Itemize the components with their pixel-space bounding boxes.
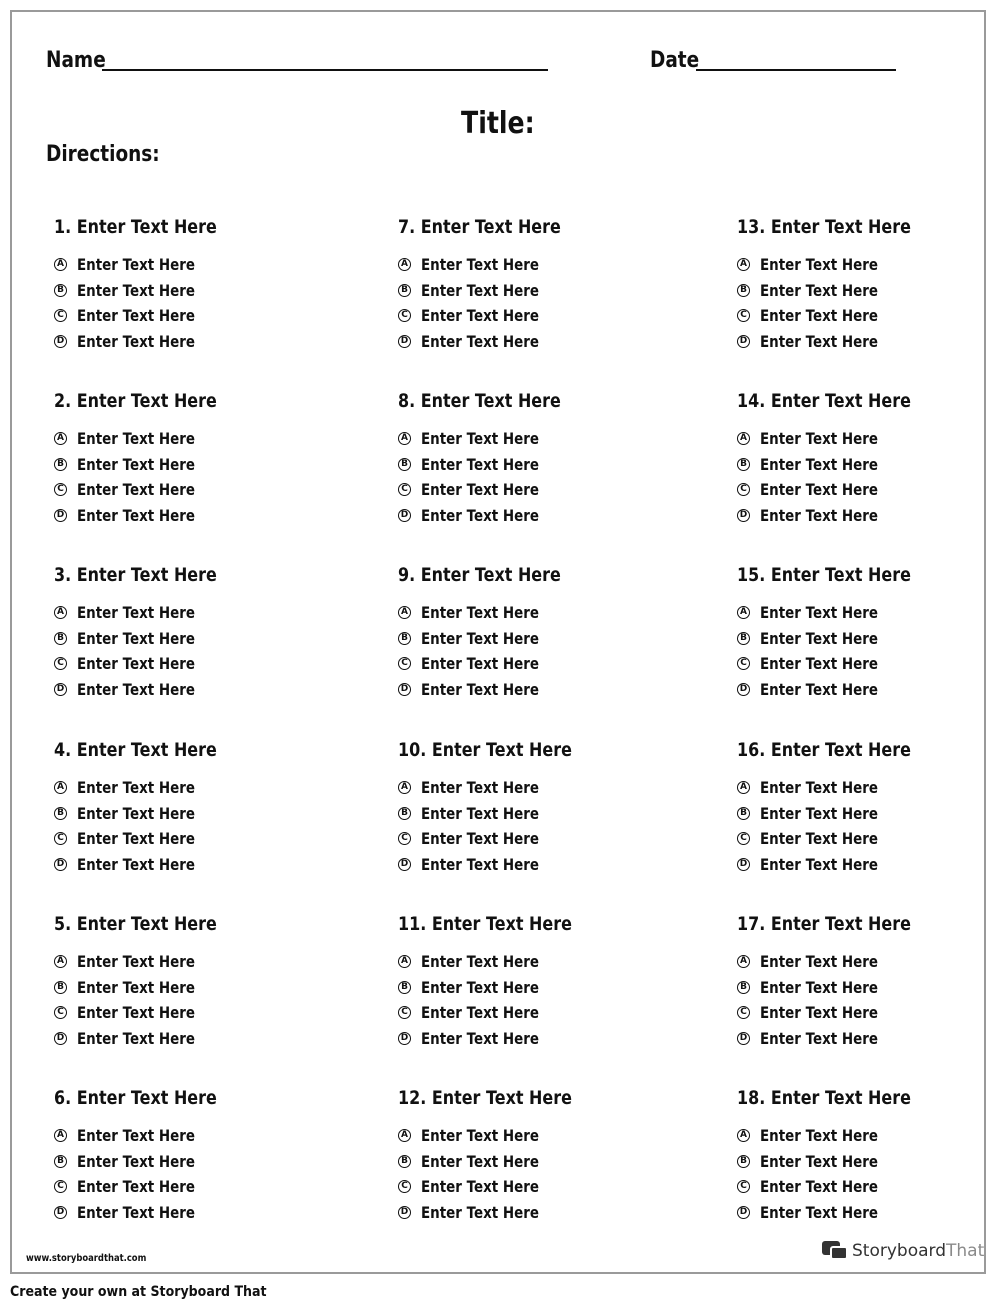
answer-option-text: Enter Text Here xyxy=(760,280,878,300)
answer-options xyxy=(54,600,354,702)
answer-option-text: Enter Text Here xyxy=(77,1003,195,1023)
answer-option-text: Enter Text Here xyxy=(760,829,878,849)
answer-bubble-icon[interactable]: A xyxy=(54,432,67,445)
answer-option-text: Enter Text Here xyxy=(421,628,539,648)
question-text[interactable]: 10. Enter Text Here xyxy=(398,739,572,761)
answer-option-text: Enter Text Here xyxy=(77,628,195,648)
answer-option[interactable] xyxy=(54,1174,354,1200)
answer-options xyxy=(398,600,698,702)
answer-bubble-icon[interactable]: D xyxy=(737,858,750,871)
answer-bubble-icon[interactable]: D xyxy=(54,335,67,348)
answer-option[interactable] xyxy=(54,426,354,452)
answer-bubble-icon[interactable]: B xyxy=(54,632,67,645)
date-label: Date xyxy=(650,48,700,73)
answer-option[interactable] xyxy=(737,677,1000,703)
answer-bubble-icon[interactable]: C xyxy=(398,832,411,845)
answer-bubble-icon[interactable]: B xyxy=(398,981,411,994)
answer-option-text: Enter Text Here xyxy=(77,803,195,823)
answer-option-text: Enter Text Here xyxy=(421,454,539,474)
answer-bubble-icon[interactable]: B xyxy=(737,284,750,297)
answer-option[interactable] xyxy=(54,278,354,304)
answer-bubble-icon[interactable]: D xyxy=(398,1032,411,1045)
question-text[interactable]: 6. Enter Text Here xyxy=(54,1087,217,1109)
answer-bubble-icon[interactable]: A xyxy=(737,1129,750,1142)
question-text[interactable]: 12. Enter Text Here xyxy=(398,1087,572,1109)
answer-bubble-icon[interactable]: C xyxy=(398,309,411,322)
answer-option-text: Enter Text Here xyxy=(760,429,878,449)
question-block xyxy=(737,737,1000,877)
answer-options xyxy=(737,252,1000,354)
answer-bubble-icon[interactable]: D xyxy=(54,858,67,871)
answer-bubble-icon[interactable]: A xyxy=(737,432,750,445)
question-block xyxy=(398,737,698,877)
answer-bubble-icon[interactable]: A xyxy=(737,606,750,619)
answer-option-text: Enter Text Here xyxy=(77,1151,195,1171)
question-block xyxy=(398,562,698,702)
answer-bubble-icon[interactable]: C xyxy=(54,483,67,496)
answer-option[interactable] xyxy=(54,503,354,529)
answer-option[interactable] xyxy=(737,775,1000,801)
answer-bubble-icon[interactable]: B xyxy=(54,981,67,994)
storyboardthat-logo xyxy=(822,1241,984,1261)
answer-option-text: Enter Text Here xyxy=(421,306,539,326)
answer-option-text: Enter Text Here xyxy=(421,952,539,972)
answer-option[interactable] xyxy=(54,801,354,827)
answer-bubble-icon[interactable]: D xyxy=(398,509,411,522)
question-text[interactable]: 14. Enter Text Here xyxy=(737,390,911,412)
answer-option-text: Enter Text Here xyxy=(421,778,539,798)
answer-option[interactable] xyxy=(737,626,1000,652)
answer-bubble-icon[interactable]: B xyxy=(737,1155,750,1168)
answer-option-text: Enter Text Here xyxy=(77,429,195,449)
answer-option[interactable] xyxy=(54,1000,354,1026)
answer-option[interactable] xyxy=(737,651,1000,677)
question-text[interactable]: 8. Enter Text Here xyxy=(398,390,561,412)
answer-option[interactable] xyxy=(398,651,698,677)
question-text[interactable]: 2. Enter Text Here xyxy=(54,390,217,412)
answer-option-text: Enter Text Here xyxy=(421,679,539,699)
answer-option-text: Enter Text Here xyxy=(760,803,878,823)
answer-option-text: Enter Text Here xyxy=(77,306,195,326)
answer-option-text: Enter Text Here xyxy=(421,280,539,300)
question-text[interactable]: 3. Enter Text Here xyxy=(54,564,217,586)
answer-option-text: Enter Text Here xyxy=(760,628,878,648)
answer-bubble-icon[interactable]: C xyxy=(398,1180,411,1193)
answer-option-text: Enter Text Here xyxy=(760,331,878,351)
answer-option[interactable] xyxy=(737,852,1000,878)
answer-option[interactable] xyxy=(398,626,698,652)
question-grid xyxy=(12,12,988,1276)
answer-option[interactable] xyxy=(398,503,698,529)
worksheet-page xyxy=(10,10,986,1274)
answer-bubble-icon[interactable]: D xyxy=(737,509,750,522)
answer-option-text: Enter Text Here xyxy=(421,1177,539,1197)
answer-bubble-icon[interactable]: A xyxy=(54,955,67,968)
answer-bubble-icon[interactable]: D xyxy=(54,1032,67,1045)
answer-option[interactable] xyxy=(737,426,1000,452)
answer-options xyxy=(737,775,1000,877)
answer-option-text: Enter Text Here xyxy=(760,603,878,623)
answer-option-text: Enter Text Here xyxy=(421,829,539,849)
answer-option-text: Enter Text Here xyxy=(760,480,878,500)
answer-option-text: Enter Text Here xyxy=(760,654,878,674)
answer-option[interactable] xyxy=(54,949,354,975)
answer-options xyxy=(737,600,1000,702)
answer-option-text: Enter Text Here xyxy=(760,778,878,798)
answer-option-text: Enter Text Here xyxy=(421,255,539,275)
answer-bubble-icon[interactable]: B xyxy=(398,1155,411,1168)
answer-option[interactable] xyxy=(737,975,1000,1001)
answer-bubble-icon[interactable]: C xyxy=(737,1180,750,1193)
answer-option[interactable] xyxy=(54,303,354,329)
answer-option[interactable] xyxy=(398,1000,698,1026)
answer-option-text: Enter Text Here xyxy=(77,331,195,351)
answer-options xyxy=(54,775,354,877)
question-text[interactable]: 4. Enter Text Here xyxy=(54,739,217,761)
answer-option[interactable] xyxy=(54,329,354,355)
answer-option-text: Enter Text Here xyxy=(77,454,195,474)
answer-option[interactable] xyxy=(398,1026,698,1052)
answer-option[interactable] xyxy=(398,775,698,801)
answer-option[interactable] xyxy=(54,826,354,852)
answer-bubble-icon[interactable]: D xyxy=(398,335,411,348)
answer-options xyxy=(737,426,1000,528)
answer-option[interactable] xyxy=(398,303,698,329)
answer-bubble-icon[interactable]: C xyxy=(54,1006,67,1019)
answer-option-text: Enter Text Here xyxy=(421,854,539,874)
answer-option[interactable] xyxy=(398,801,698,827)
question-block xyxy=(54,388,354,528)
answer-option-text: Enter Text Here xyxy=(421,1151,539,1171)
answer-bubble-icon[interactable]: B xyxy=(737,458,750,471)
answer-bubble-icon[interactable]: A xyxy=(737,258,750,271)
question-block xyxy=(54,737,354,877)
question-block xyxy=(737,214,1000,354)
website-url: www.storyboardthat.com xyxy=(26,1253,147,1264)
answer-bubble-icon[interactable]: A xyxy=(398,955,411,968)
answer-option-text: Enter Text Here xyxy=(421,429,539,449)
answer-option-text: Enter Text Here xyxy=(760,454,878,474)
answer-option[interactable] xyxy=(398,1174,698,1200)
answer-bubble-icon[interactable]: C xyxy=(737,309,750,322)
answer-option[interactable] xyxy=(737,1200,1000,1226)
question-block xyxy=(398,911,698,1051)
answer-option-text: Enter Text Here xyxy=(760,255,878,275)
answer-bubble-icon[interactable]: A xyxy=(398,258,411,271)
answer-option[interactable] xyxy=(737,1000,1000,1026)
answer-option-text: Enter Text Here xyxy=(77,603,195,623)
answer-option-text: Enter Text Here xyxy=(421,1202,539,1222)
answer-option-text: Enter Text Here xyxy=(760,1151,878,1171)
answer-option[interactable] xyxy=(737,801,1000,827)
answer-bubble-icon[interactable]: C xyxy=(54,832,67,845)
answer-option[interactable] xyxy=(54,1149,354,1175)
create-your-own-link[interactable]: Create your own at Storyboard That xyxy=(10,1284,267,1300)
answer-bubble-icon[interactable]: B xyxy=(54,807,67,820)
answer-option-text: Enter Text Here xyxy=(760,1177,878,1197)
name-label: Name xyxy=(46,48,106,73)
answer-bubble-icon[interactable]: A xyxy=(54,1129,67,1142)
answer-bubble-icon[interactable]: A xyxy=(398,432,411,445)
answer-option[interactable] xyxy=(54,975,354,1001)
question-block xyxy=(54,214,354,354)
answer-option-text: Enter Text Here xyxy=(77,854,195,874)
answer-option-text: Enter Text Here xyxy=(77,505,195,525)
answer-options xyxy=(737,1123,1000,1225)
question-text[interactable]: 9. Enter Text Here xyxy=(398,564,561,586)
answer-option-text: Enter Text Here xyxy=(760,854,878,874)
answer-bubble-icon[interactable]: D xyxy=(737,1206,750,1219)
answer-bubble-icon[interactable]: D xyxy=(398,1206,411,1219)
answer-option[interactable] xyxy=(54,677,354,703)
answer-option-text: Enter Text Here xyxy=(77,1202,195,1222)
answer-option[interactable] xyxy=(737,600,1000,626)
answer-option[interactable] xyxy=(737,1174,1000,1200)
question-block xyxy=(54,911,354,1051)
answer-option[interactable] xyxy=(398,329,698,355)
answer-bubble-icon[interactable]: B xyxy=(398,632,411,645)
answer-bubble-icon[interactable]: B xyxy=(737,807,750,820)
answer-bubble-icon[interactable]: A xyxy=(54,258,67,271)
question-text[interactable]: 18. Enter Text Here xyxy=(737,1087,911,1109)
answer-option-text: Enter Text Here xyxy=(77,480,195,500)
answer-options xyxy=(398,949,698,1051)
answer-option[interactable] xyxy=(737,949,1000,975)
answer-option[interactable] xyxy=(737,303,1000,329)
question-text[interactable]: 15. Enter Text Here xyxy=(737,564,911,586)
answer-option-text: Enter Text Here xyxy=(77,952,195,972)
answer-option[interactable] xyxy=(54,600,354,626)
answer-option-text: Enter Text Here xyxy=(77,654,195,674)
answer-option[interactable] xyxy=(398,1123,698,1149)
answer-option[interactable] xyxy=(398,826,698,852)
answer-option[interactable] xyxy=(398,600,698,626)
answer-bubble-icon[interactable]: B xyxy=(737,632,750,645)
question-text[interactable]: 1. Enter Text Here xyxy=(54,216,217,238)
answer-option[interactable] xyxy=(398,477,698,503)
answer-option-text: Enter Text Here xyxy=(421,654,539,674)
answer-bubble-icon[interactable]: A xyxy=(398,1129,411,1142)
answer-bubble-icon[interactable]: D xyxy=(54,683,67,696)
answer-bubble-icon[interactable]: C xyxy=(737,483,750,496)
answer-option[interactable] xyxy=(54,626,354,652)
answer-bubble-icon[interactable]: D xyxy=(737,335,750,348)
answer-options xyxy=(398,426,698,528)
answer-option[interactable] xyxy=(398,677,698,703)
question-text[interactable]: 16. Enter Text Here xyxy=(737,739,911,761)
answer-options xyxy=(54,1123,354,1225)
answer-option[interactable] xyxy=(54,775,354,801)
answer-bubble-icon[interactable]: C xyxy=(737,1006,750,1019)
answer-option[interactable] xyxy=(398,949,698,975)
answer-options xyxy=(737,949,1000,1051)
answer-option-text: Enter Text Here xyxy=(421,603,539,623)
logo-text: StoryboardThat xyxy=(852,1241,985,1261)
answer-option[interactable] xyxy=(54,1026,354,1052)
answer-bubble-icon[interactable]: C xyxy=(398,657,411,670)
answer-option-text: Enter Text Here xyxy=(77,829,195,849)
answer-option-text: Enter Text Here xyxy=(760,1003,878,1023)
answer-bubble-icon[interactable]: B xyxy=(54,458,67,471)
question-block xyxy=(737,562,1000,702)
answer-option-text: Enter Text Here xyxy=(760,679,878,699)
answer-options xyxy=(398,775,698,877)
answer-option[interactable] xyxy=(398,278,698,304)
answer-option[interactable] xyxy=(737,1123,1000,1149)
answer-option-text: Enter Text Here xyxy=(760,505,878,525)
answer-option-text: Enter Text Here xyxy=(421,505,539,525)
answer-bubble-icon[interactable]: C xyxy=(737,657,750,670)
answer-option[interactable] xyxy=(737,278,1000,304)
answer-bubble-icon[interactable]: B xyxy=(737,981,750,994)
answer-option-text: Enter Text Here xyxy=(760,306,878,326)
answer-option[interactable] xyxy=(54,252,354,278)
answer-options xyxy=(54,252,354,354)
answer-option-text: Enter Text Here xyxy=(77,1028,195,1048)
answer-option[interactable] xyxy=(54,452,354,478)
answer-option[interactable] xyxy=(398,252,698,278)
answer-option[interactable] xyxy=(54,1200,354,1226)
answer-option[interactable] xyxy=(737,329,1000,355)
answer-options xyxy=(398,252,698,354)
question-block xyxy=(398,214,698,354)
answer-options xyxy=(54,949,354,1051)
answer-bubble-icon[interactable]: C xyxy=(398,1006,411,1019)
answer-option-text: Enter Text Here xyxy=(421,480,539,500)
answer-option[interactable] xyxy=(54,477,354,503)
answer-option[interactable] xyxy=(398,975,698,1001)
answer-bubble-icon[interactable]: D xyxy=(54,1206,67,1219)
answer-option[interactable] xyxy=(398,1200,698,1226)
question-block xyxy=(737,1085,1000,1225)
answer-bubble-icon[interactable]: C xyxy=(54,657,67,670)
answer-option-text: Enter Text Here xyxy=(421,977,539,997)
answer-bubble-icon[interactable]: B xyxy=(398,458,411,471)
question-block xyxy=(398,388,698,528)
answer-bubble-icon[interactable]: A xyxy=(398,781,411,794)
answer-option-text: Enter Text Here xyxy=(77,1177,195,1197)
answer-bubble-icon[interactable]: D xyxy=(54,509,67,522)
answer-option-text: Enter Text Here xyxy=(760,1028,878,1048)
question-text[interactable]: 5. Enter Text Here xyxy=(54,913,217,935)
title-label: Title: xyxy=(461,106,535,141)
answer-option-text: Enter Text Here xyxy=(77,679,195,699)
answer-bubble-icon[interactable]: A xyxy=(54,606,67,619)
answer-bubble-icon[interactable]: C xyxy=(398,483,411,496)
answer-option[interactable] xyxy=(737,252,1000,278)
answer-option-text: Enter Text Here xyxy=(760,1202,878,1222)
answer-bubble-icon[interactable]: B xyxy=(54,1155,67,1168)
question-text[interactable]: 7. Enter Text Here xyxy=(398,216,561,238)
question-block xyxy=(398,1085,698,1225)
answer-bubble-icon[interactable]: C xyxy=(737,832,750,845)
answer-bubble-icon[interactable]: C xyxy=(54,309,67,322)
answer-option-text: Enter Text Here xyxy=(77,977,195,997)
answer-option-text: Enter Text Here xyxy=(77,1126,195,1146)
answer-option[interactable] xyxy=(737,452,1000,478)
answer-option[interactable] xyxy=(398,852,698,878)
answer-options xyxy=(398,1123,698,1225)
answer-option-text: Enter Text Here xyxy=(77,280,195,300)
answer-option[interactable] xyxy=(398,1149,698,1175)
question-block xyxy=(54,1085,354,1225)
answer-bubble-icon[interactable]: A xyxy=(398,606,411,619)
answer-bubble-icon[interactable]: A xyxy=(737,955,750,968)
question-text[interactable]: 13. Enter Text Here xyxy=(737,216,911,238)
answer-option-text: Enter Text Here xyxy=(421,1003,539,1023)
question-block xyxy=(737,911,1000,1051)
answer-option[interactable] xyxy=(737,503,1000,529)
answer-option-text: Enter Text Here xyxy=(421,803,539,823)
answer-option[interactable] xyxy=(398,452,698,478)
answer-bubble-icon[interactable]: C xyxy=(54,1180,67,1193)
answer-bubble-icon[interactable]: D xyxy=(737,1032,750,1045)
answer-option[interactable] xyxy=(398,426,698,452)
answer-option-text: Enter Text Here xyxy=(77,778,195,798)
answer-bubble-icon[interactable]: A xyxy=(54,781,67,794)
answer-bubble-icon[interactable]: D xyxy=(737,683,750,696)
directions-label: Directions: xyxy=(46,142,160,167)
question-block xyxy=(54,562,354,702)
answer-bubble-icon[interactable]: D xyxy=(398,858,411,871)
answer-option[interactable] xyxy=(737,826,1000,852)
answer-option[interactable] xyxy=(54,852,354,878)
answer-bubble-icon[interactable]: A xyxy=(737,781,750,794)
answer-option-text: Enter Text Here xyxy=(421,331,539,351)
question-block xyxy=(737,388,1000,528)
answer-option-text: Enter Text Here xyxy=(421,1028,539,1048)
answer-option[interactable] xyxy=(54,1123,354,1149)
answer-bubble-icon[interactable]: B xyxy=(398,284,411,297)
answer-options xyxy=(54,426,354,528)
answer-option-text: Enter Text Here xyxy=(77,255,195,275)
answer-option-text: Enter Text Here xyxy=(760,977,878,997)
answer-option[interactable] xyxy=(737,1026,1000,1052)
answer-option[interactable] xyxy=(737,1149,1000,1175)
speech-bubbles-icon xyxy=(822,1241,848,1261)
answer-bubble-icon[interactable]: B xyxy=(398,807,411,820)
answer-option[interactable] xyxy=(737,477,1000,503)
question-text[interactable]: 17. Enter Text Here xyxy=(737,913,911,935)
question-text[interactable]: 11. Enter Text Here xyxy=(398,913,572,935)
answer-option-text: Enter Text Here xyxy=(421,1126,539,1146)
answer-option-text: Enter Text Here xyxy=(760,952,878,972)
answer-bubble-icon[interactable]: B xyxy=(54,284,67,297)
answer-option-text: Enter Text Here xyxy=(760,1126,878,1146)
answer-option[interactable] xyxy=(54,651,354,677)
answer-bubble-icon[interactable]: D xyxy=(398,683,411,696)
